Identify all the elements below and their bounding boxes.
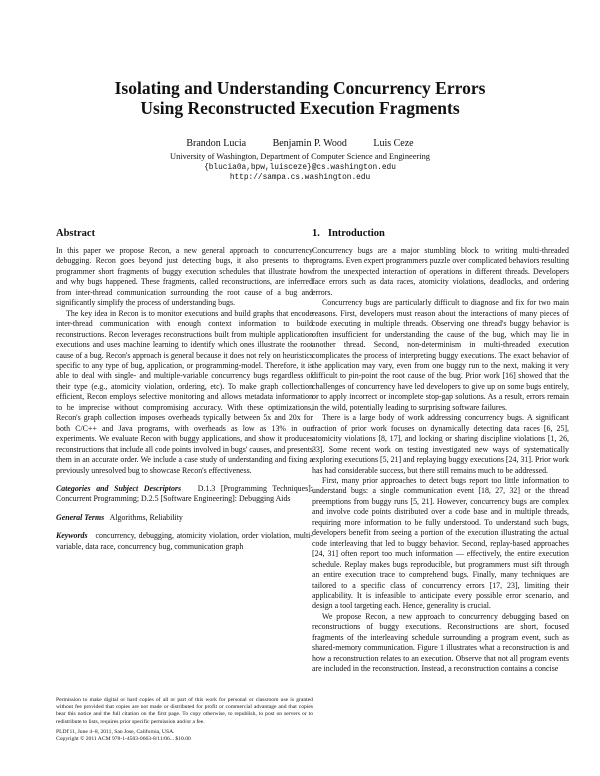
abstract-heading: Abstract <box>56 228 96 239</box>
author-list <box>60 138 540 150</box>
abstract-paragraph-1: In this paper we propose Recon, a new general approach to concurrency debugging. Recon goes beyond just detecting bugs, it also presents to the programmer short fragments of buggy execution schedules that illustrate how and why bugs happened. These fragments, called reconstructions, are inferred from inter-thread communication surrounding the root cause of a bug and significantly simplify the process of understanding bugs. <box>56 246 313 308</box>
title-line-2: Using Reconstructed Execution Fragments <box>140 98 460 118</box>
categories-label: Categories and Subject Descriptors <box>56 483 182 493</box>
author-name: Benjamin P. Wood <box>272 138 347 149</box>
intro-paragraph-4: First, many prior approaches to detect bugs report too little information to understand bugs: a single communication event [18, 27, 32] or the thread preemptions from buggy runs [5, 21]. However, concurrency bugs are complex and involve code points distributed over a code base and in multiple threads, requiring more information to be fully understood. To understand such bugs, developers benefit from seeing a portion of the execution illustrating the actual code interleaving that led to buggy behavior. Second, replay-based approaches [24, 31] often report too much information — effectively, the entire execution schedule. Replay makes bugs reproducible, but programmers must sift through an entire execution trace to comprehend bugs. Finally, many techniques are tailored to a specific class of concurrency errors [17, 23], limiting their applicability. It is infeasible to anticipate every possible error scenario, and design a tool targeting each. Hence, generality is crucial. <box>312 475 569 611</box>
keywords-label: Keywords <box>56 531 88 541</box>
general-terms-text: Algorithms, Reliability <box>109 512 183 522</box>
categories-text: D.1.3 [Programming Techniques]: Concurrent Programming; D.2.5 [Software Engineering]: Debugging Aids <box>56 483 313 504</box>
conference-citation: PLDI'11, June 4–8, 2011, San Jose, California, USA. <box>56 728 175 735</box>
copyright-line: Copyright © 2011 ACM 978-1-4503-0663-8/11/06... $10.00 <box>56 736 191 743</box>
intro-paragraph-3: There is a large body of work addressing concurrency bugs. A significant fraction of prior work focuses on dynamically detecting data races [6, 25], atomicity violations [8, 17], and locking or sharing discipline violations [1, 26, 33]. Some recent work on testing investigated new ways of systematically exploring executions [5, 21] and replaying buggy executions [24, 31]. Prior work has had considerable success, but there still remains much to be addressed. <box>312 413 569 475</box>
author-emails: {blucia0a,bpw,luisceze}@cs.washington.edu <box>204 163 396 172</box>
group-url: http://sampa.cs.washington.edu <box>229 174 371 183</box>
intro-paragraph-5: We propose Recon, a new approach to concurrency debugging based on reconstructions of buggy executions. Reconstructions are short, focused fragments of the interleaving schedule surrounding a program event, such as shared-memory communication. Figure 1 illustrates what a reconstruction is and how a reconstruction relates to an execution. Observe that not all program events are included in the reconstruction. Instead, a reconstruction contains a concise <box>312 611 569 674</box>
paper-title <box>60 78 540 118</box>
general-terms-block <box>56 513 313 523</box>
right-column <box>312 228 569 675</box>
author-name: Brandon Lucia <box>186 138 247 149</box>
abstract-paragraph-2: The key idea in Recon is to monitor executions and build graphs that encode inter-thread communication with enough context information to build reconstructions. Recon leverages reconstructions built from multiple application executions and uses machine learning to identify which ones illustrate the root cause of a bug. Recon's approach is general because it does not rely on heuristics specific to any type of bug, application, or programming-model. Therefore, it is able to deal with single- and multiple-variable concurrency bugs regardless of their type (e.g., atomicity violation, ordering, etc). To make graph collection efficient, Recon employs selective monitoring and allows metadata information to be imprecise without compromising accuracy. With these optimizations, Recon's graph collection imposes overheads typically between 5x and 20x for both C/C++ and Java programs, with overheads as low as 13% in our experiments. We evaluate Recon with buggy applications, and show it produces reconstructions that include all code points involved in bugs' causes, and presents them in an accurate order. We include a case study of understanding and fixing a previously unresolved bug to showcase Recon's effectiveness. <box>56 308 313 475</box>
general-terms-label: General Terms <box>56 512 105 522</box>
title-line-1: Isolating and Understanding Concurrency Errors <box>114 78 486 98</box>
intro-paragraph-1: Concurrency bugs are a major stumbling block to writing multi-threaded programs. Even expert programmers puzzle over complicated behaviors resulting from the unexpected interaction of operations in different threads. Developers face errors such as data races, atomicity violations, deadlocks, and ordering errors. <box>312 246 570 297</box>
section-title: Introduction <box>327 228 385 239</box>
section-heading-introduction <box>312 228 569 240</box>
categories-block <box>56 484 313 505</box>
affiliation: University of Washington, Department of Computer Science and Engineering <box>170 152 430 161</box>
intro-paragraph-2: Concurrency bugs are particularly difficult to diagnose and fix for two main reasons. First, developers must reason about the interactions of many pieces of code executing in multiple threads. Observing one thread's buggy behavior is often insufficient for understanding the cause of the bug, which may lie in another thread. Second, non-determinism in multi-threaded execution complicates the process of interpreting buggy executions. The exact behavior of the application may vary, even from one buggy run to the next, making it very difficult to pin-point the root cause of the bug. Prior work [16] showed that the challenges of concurrency have led developers to give up on some bugs entirely, or to apply incorrect or incomplete stop-gap solutions. As a result, errors remain in the wild, potentially leading to surprising software failures. <box>312 298 569 412</box>
left-column <box>56 228 313 552</box>
permission-text: Permission to make digital or hard copies of all or part of this work for personal or classroom use is granted without fee provided that copies are not made or distributed for profit or commercial advantage and that copies bear this notice and the full citation on the first page. To copy otherwise, to republish, to post on servers or to redistribute to lists, requires prior specific permission and/or a fee. <box>56 697 313 725</box>
author-name: Luis Ceze <box>373 138 414 149</box>
permission-footnote <box>56 697 313 743</box>
affiliation-block <box>60 152 540 184</box>
keywords-text: concurrency, debugging, atomicity violation, order violation, multi-variable, data race, concurrency bug, communication graph <box>56 531 313 551</box>
keywords-block <box>56 531 313 552</box>
section-number: 1. <box>312 228 320 239</box>
